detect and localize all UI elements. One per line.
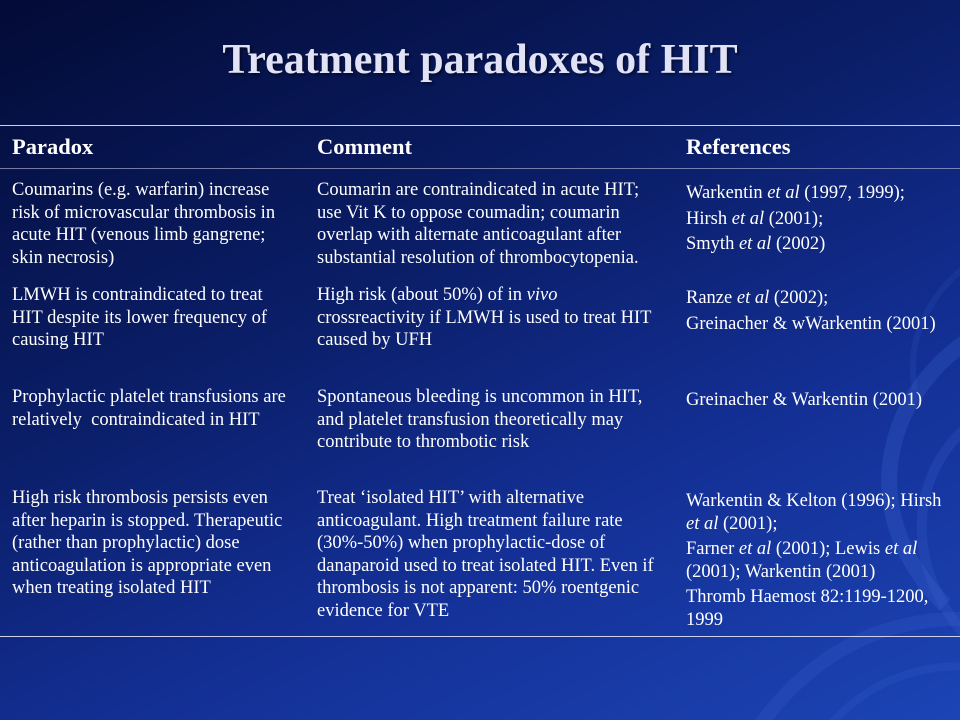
- paradox-cell: LMWH is contraindicated to treat HIT despite its lower frequency of causing HIT: [12, 285, 267, 351]
- header-paradox: Paradox: [12, 134, 94, 159]
- comment-cell: Coumarin are contraindicated in acute HIT; use Vit K to oppose coumadin; coumarin overlap with alternate anticoagulant after substantial resolution of thrombocytopenia.: [317, 180, 640, 268]
- reference-entry: [686, 182, 952, 205]
- reference-text: Greinacher & wWarkentin (2001): [686, 313, 936, 334]
- references-cell: [686, 487, 952, 632]
- reference-et-al: et al: [736, 288, 770, 308]
- reference-entry: [686, 389, 952, 412]
- reference-et-al: et al: [767, 183, 800, 203]
- reference-entry: [686, 233, 952, 256]
- reference-entry: [686, 490, 952, 535]
- table-bottom-rule: [0, 636, 960, 637]
- reference-text: (2001);: [764, 208, 824, 229]
- reference-text: Hirsh: [686, 208, 732, 229]
- reference-entry: [686, 208, 952, 231]
- reference-text: Warkentin: [686, 183, 768, 203]
- reference-entry: [686, 313, 952, 336]
- header-bottom-rule: [0, 168, 960, 169]
- reference-text: (2001);: [718, 513, 778, 534]
- comment-cell: Treat ‘isolated HIT’ with alternative anticoagulant. High treatment failure rate (30%-50%) when prophylactic-dose of danaparoid used to treat isolated HIT. Even if thrombosis is not apparent: 50% roentgenic evidence for VTE: [317, 488, 654, 621]
- reference-et-al: et al: [731, 208, 765, 229]
- references-cell: [686, 386, 952, 412]
- reference-text: Greinacher & Warkentin (2001): [686, 390, 923, 410]
- reference-text: Farner: [686, 539, 739, 560]
- reference-text: Warkentin & Kelton (1996); Hirsh: [686, 491, 942, 511]
- reference-entry: [686, 287, 952, 310]
- reference-text: (2002): [771, 234, 826, 255]
- header-comment: Comment: [317, 134, 412, 159]
- reference-text: (1997, 1999);: [799, 183, 905, 203]
- comment-text: High risk (about 50%) of in: [317, 285, 527, 305]
- reference-text: Ranze: [686, 288, 737, 308]
- reference-entry: [686, 538, 952, 583]
- paradox-cell: Prophylactic platelet transfusions are relatively contraindicated in HIT: [12, 387, 291, 430]
- comment-text: crossreactivity if LMWH is used to treat HIT caused by UFH: [317, 307, 652, 351]
- references-cell: [686, 179, 952, 256]
- paradox-cell: High risk thrombosis persists even after heparin is stopped. Therapeutic (rather than prophylactic) dose anticoagulation is appropriate even when treating isolated HIT: [12, 488, 283, 599]
- comment-cell: [317, 284, 665, 352]
- reference-text: (2001); Warkentin (2001): [686, 561, 876, 582]
- reference-text: (2002);: [769, 288, 829, 308]
- reference-et-al: et al: [738, 539, 772, 560]
- reference-et-al: et al: [884, 539, 918, 560]
- reference-et-al: et al: [738, 234, 772, 255]
- reference-text: Thromb Haemost 82:1199-1200, 1999: [686, 587, 929, 630]
- reference-text: Smyth: [686, 234, 739, 255]
- reference-et-al: et al: [686, 513, 719, 534]
- header-references: References: [686, 134, 791, 159]
- reference-text: (2001); Lewis: [771, 539, 885, 560]
- paradox-cell: Coumarins (e.g. warfarin) increase risk of microvascular thrombosis in acute HIT (venous limb gangrene; skin necrosis): [12, 180, 276, 268]
- references-cell: [686, 284, 952, 335]
- comment-cell: Spontaneous bleeding is uncommon in HIT, and platelet transfusion theoretically may contribute to thrombotic risk: [317, 387, 643, 453]
- reference-entry: [686, 586, 952, 631]
- comment-italic-text: vivo: [526, 285, 558, 305]
- slide-title: Treatment paradoxes of HIT: [222, 37, 738, 83]
